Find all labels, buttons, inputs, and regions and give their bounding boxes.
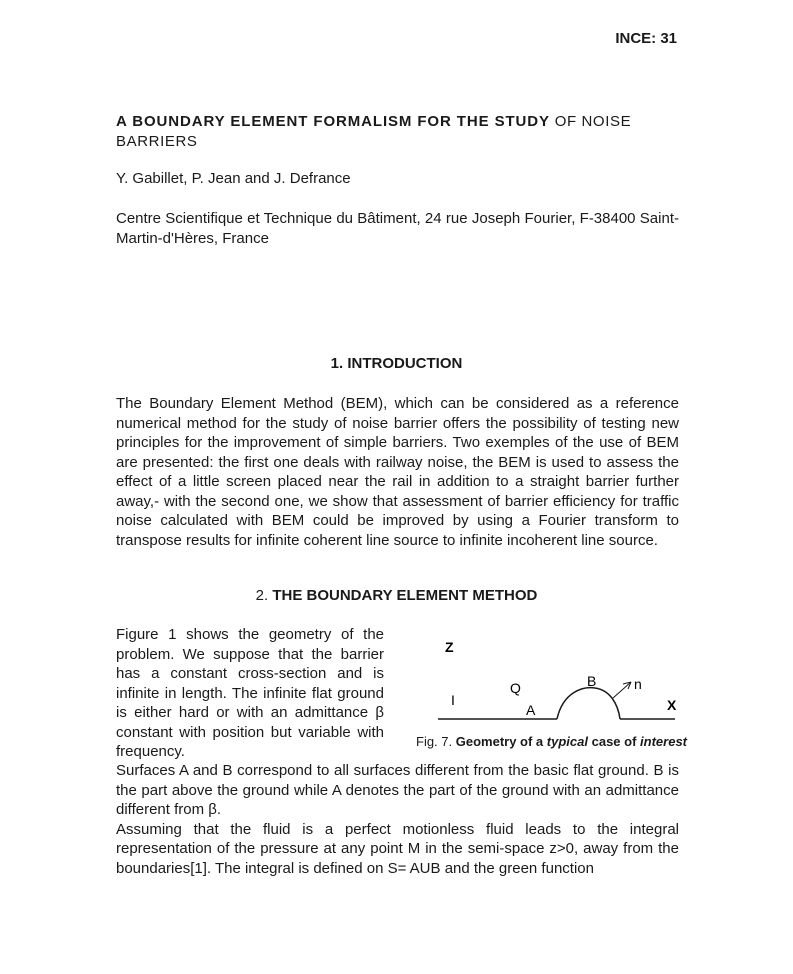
figure-caption [416,734,687,749]
section-heading-bem [0,587,793,604]
affiliation: Centre Scientifique et Technique du Bâtiment, 24 rue Joseph Fourier, F-38400 Saint-Martin-d'Hères, France [116,210,679,247]
page-reference: INCE: 31 [615,30,677,47]
caption-italic1: typical [546,734,588,749]
label-x: X [667,697,677,713]
label-n: n [634,676,642,692]
normal-arrow [613,682,631,698]
introduction-paragraph: The Boundary Element Method (BEM), which can be considered as a reference numerical method for the study of noise barrier offers the possibility of testing new principles for the improvement of simple barriers. Two exemples of the use of BEM are presented: the first one deals with railway noise, the BEM is used to assess the effect of a little screen placed near the rail in addition to a straight barrier further away,- with the second one, we show that assessment of barrier efficiency for traffic noise calculated with BEM could be improved by using a Fourier transform to transpose results for infinite coherent line source to infinite incoherent line source. [116,395,679,549]
label-a: A [526,702,536,718]
surfaces-paragraph: Surfaces A and B correspond to all surfaces different from the basic flat ground. B is the part above the ground while A denotes the part of the ground with an admittance different from β. [116,762,679,818]
geometry-paragraph: Figure 1 shows the geometry of the problem. We suppose that the barrier has a constant cross-section and is infinite in length. The infinite flat ground is either hard or with an admittance β constant with position but variable with frequency. [116,626,384,760]
caption-part2: case of [591,734,637,749]
label-b: B [587,673,597,689]
caption-italic2: interest [640,734,688,749]
caption-part1: Geometry of a [455,734,544,749]
label-z: Z [445,639,454,655]
integral-paragraph: Assuming that the fluid is a perfect motionless fluid leads to the integral representation of the pressure at any point M in the semi-space z>0, away from the boundaries[1]. The integral is defined on S= AUB and the green function [116,820,679,877]
label-q: Q [510,680,521,696]
barrier-surface [557,688,620,719]
authors: Y. Gabillet, P. Jean and J. Defrance [116,170,351,187]
title-bold-part: A BOUNDARY ELEMENT FORMALISM FOR THE STUDY [116,113,550,130]
caption-prefix: Fig. 7. [416,734,453,749]
section-title: THE BOUNDARY ELEMENT METHOD [272,587,538,604]
section-number: 2. [255,587,269,604]
title-rest-part: OF NOISE BARRIERS [116,113,632,150]
section-heading-introduction: 1. INTRODUCTION [330,355,463,372]
paper-title [116,112,679,152]
body-text-continued [116,761,679,878]
label-i: I [451,692,455,708]
